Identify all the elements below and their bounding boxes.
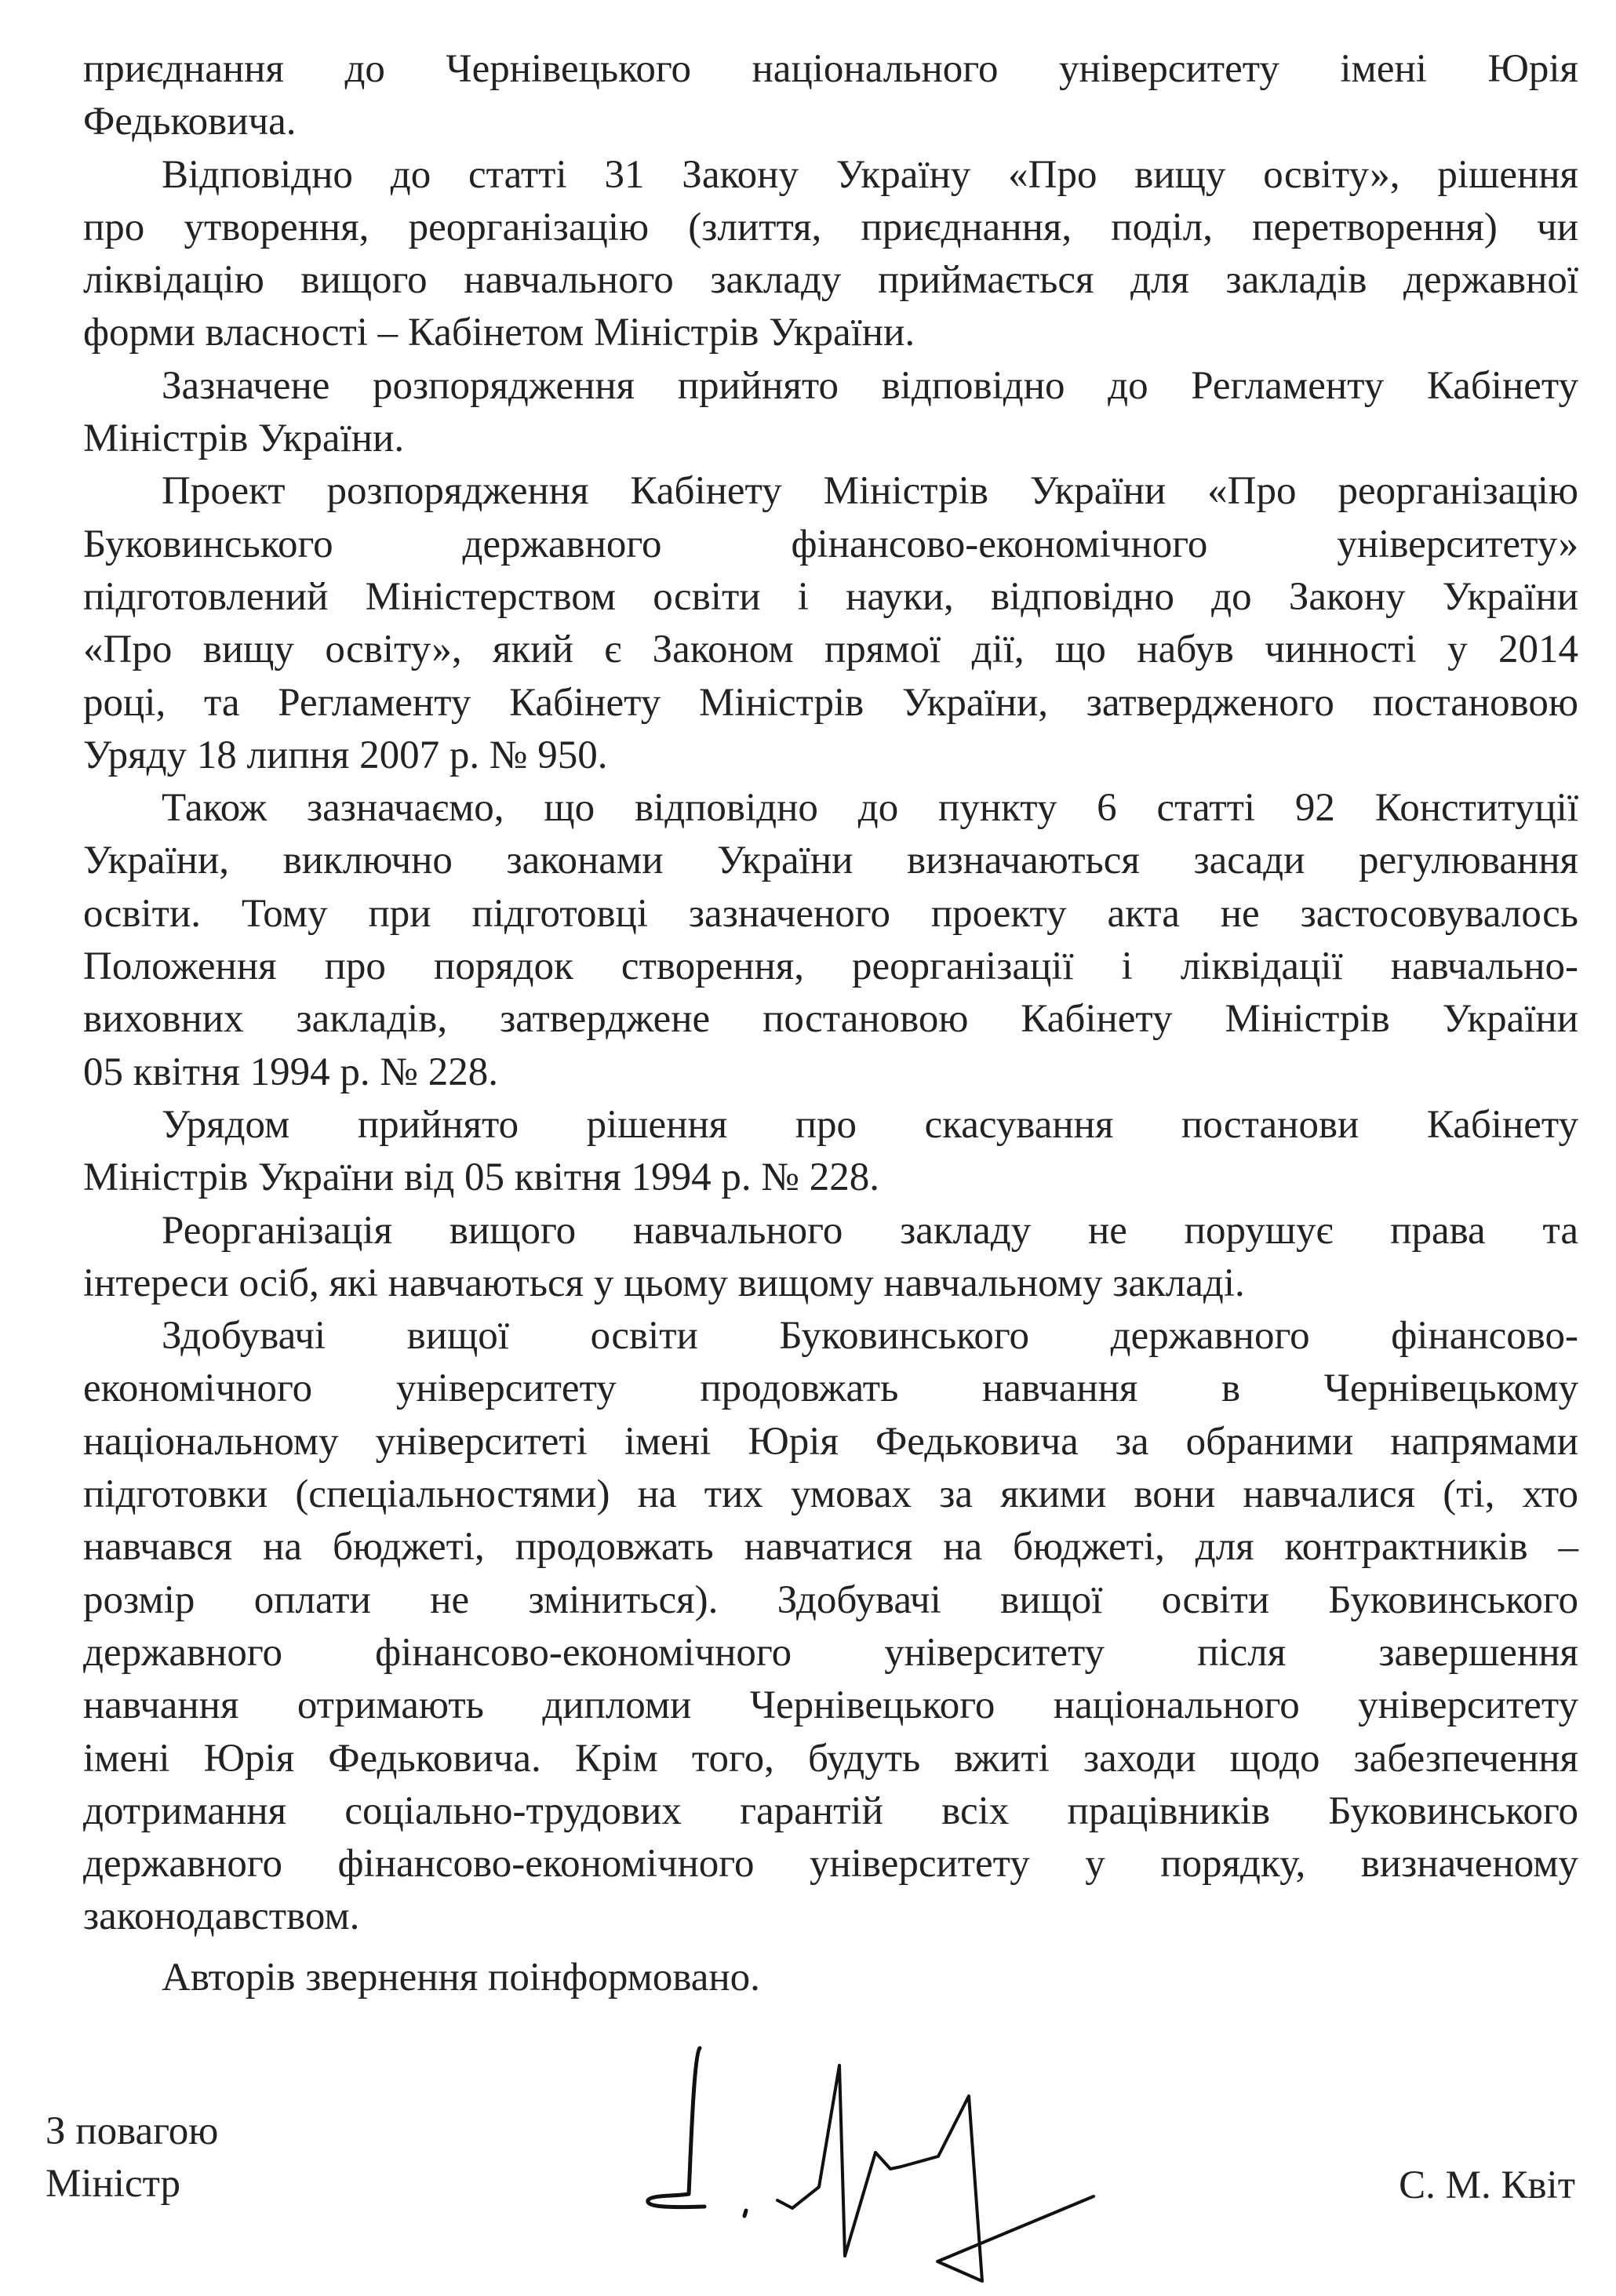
text-line: підготовлений Міністерством освіти і науки, відповідно до Закону України (83, 574, 1578, 619)
text-line: виховних закладів, затверджене постановою Кабінету Міністрів України (83, 997, 1578, 1042)
text-line: Відповідно до статті 31 Закону Україну «Про вищу освіту», рішення (162, 152, 1578, 197)
text-line: Буковинського державного фінансово-економічного університету» (83, 522, 1578, 566)
text-line: про утворення, реорганізацію (злиття, приєднання, поділ, перетворення) чи (83, 205, 1578, 249)
signature-stroke (648, 2048, 704, 2207)
text-line: інтереси осіб, які навчаються у цьому вищому навчальному закладі. (83, 1261, 1245, 1305)
closing-block (45, 2105, 218, 2210)
text-line: Здобувачі вищої освіти Буковинського державного фінансово- (162, 1314, 1578, 1359)
text-line: навчався на бюджеті, продовжать навчатися на бюджеті, для контрактників – (83, 1525, 1578, 1570)
text-line: Федьковича. (83, 100, 297, 144)
text-line: національному університеті імені Юрія Федьковича за обраними напрямами (83, 1419, 1578, 1464)
text-line: державного фінансово-економічного університету у порядку, визначеному (83, 1842, 1578, 1887)
text-line: Реорганізація вищого навчального закладу не порушує права та (162, 1208, 1578, 1253)
text-line: імені Юрія Федьковича. Крім того, будуть вжиті заходи щодо забезпечення (83, 1736, 1578, 1781)
text-line: форми власності – Кабінетом Міністрів України. (83, 311, 915, 355)
signer-name: С. М. Квіт (1399, 2163, 1575, 2207)
text-line: 05 квітня 1994 р. № 228. (83, 1050, 498, 1094)
text-line: Урядом прийнято рішення про скасування постанови Кабінету (162, 1102, 1578, 1147)
text-line: освіти. Тому при підготовці зазначеного проекту акта не застосовувалось (83, 891, 1578, 936)
text-line: навчання отримають дипломи Чернівецького національного університету (83, 1683, 1578, 1728)
text-line: Авторів звернення поінформовано. (162, 1955, 760, 1999)
salutation: З повагою (45, 2109, 219, 2153)
text-line: ліквідацію вищого навчального закладу приймається для закладів державної (83, 258, 1578, 303)
text-line: Уряду 18 липня 2007 р. № 950. (83, 733, 608, 777)
text-line: Зазначене розпорядження прийнято відповідно до Регламенту Кабінету (162, 363, 1578, 408)
text-line: приєднання до Чернівецького національного університету імені Юрія (83, 47, 1578, 91)
text-line: підготовки (спеціальностями) на тих умовах за якими вони навчалися (ті, хто (83, 1472, 1578, 1517)
text-line: Міністрів України. (83, 417, 405, 461)
text-line: розмір оплати не зміниться). Здобувачі вищої освіти Буковинського (83, 1577, 1578, 1622)
text-line: «Про вищу освіту», який є Законом прямої дії, що набув чинності у 2014 (83, 628, 1578, 672)
text-line: Проект розпорядження Кабінету Міністрів України «Про реорганізацію (162, 469, 1578, 514)
text-line: економічного університету продовжать навчання в Чернівецькому (83, 1366, 1578, 1411)
text-line: України, виключно законами України визначаються засади регулювання (83, 839, 1578, 883)
text-line: Також зазначаємо, що відповідно до пункту 6 статті 92 Конституції (162, 786, 1578, 831)
text-line: дотримання соціально-трудових гарантій всіх працівників Буковинського (83, 1788, 1578, 1833)
text-line: Положення про порядок створення, реорганізації і ліквідації навчально- (83, 944, 1578, 989)
text-line: Міністрів України від 05 квітня 1994 р. № 228. (83, 1155, 879, 1200)
signature-dot (744, 2210, 746, 2216)
text-line: році, та Регламенту Кабінету Міністрів України, затвердженого постановою (83, 680, 1578, 725)
signer-position: Міністр (45, 2162, 181, 2206)
letter-body (83, 43, 1578, 2004)
text-line: законодавством. (83, 1894, 360, 1939)
signature-stroke (777, 2065, 1094, 2281)
text-line: державного фінансово-економічного університету після завершення (83, 1630, 1578, 1675)
